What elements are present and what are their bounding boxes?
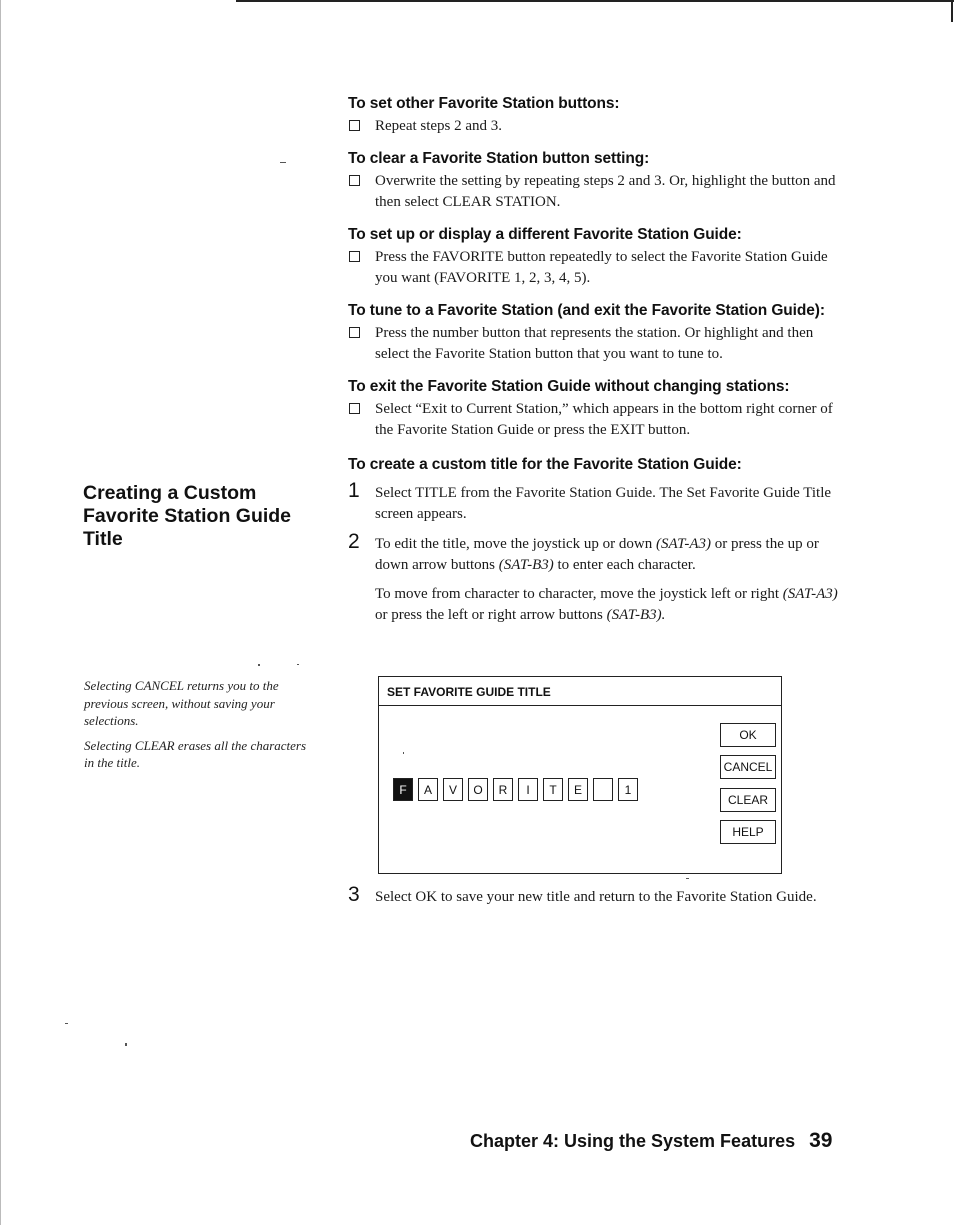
ok-button[interactable]: OK xyxy=(720,723,776,747)
dialog-title: SET FAVORITE GUIDE TITLE xyxy=(379,677,781,706)
side-heading: Creating a Custom Favorite Station Guide Title xyxy=(83,482,292,550)
step-number: 2 xyxy=(348,530,360,553)
section-heading: To create a custom title for the Favorite Station Guide: xyxy=(348,456,742,473)
step-text-part: To edit the title, move the joystick up or down xyxy=(375,536,656,552)
checkbox-bullet-icon xyxy=(349,175,360,186)
bullet-text: Overwrite the setting by repeating steps 2 and 3. Or, highlight the button and then select CLEAR STATION. xyxy=(375,173,836,210)
page-edge xyxy=(0,0,1,1225)
note-cancel: Selecting CANCEL returns you to the previous screen, without saving your selections. xyxy=(84,678,279,728)
scan-speck xyxy=(280,162,286,163)
page-number: 39 xyxy=(809,1129,833,1152)
step-3-container xyxy=(348,883,838,908)
step-number: 3 xyxy=(348,883,360,906)
char-cell[interactable]: V xyxy=(443,778,463,801)
bullet-text: Select “Exit to Current Station,” which appears in the bottom right corner of the Favorite Station Guide or press the EXIT button. xyxy=(375,401,833,438)
char-cell[interactable]: A xyxy=(418,778,438,801)
checkbox-bullet-icon xyxy=(349,120,360,131)
step-reference: (SAT-A3) xyxy=(656,536,711,552)
set-title-dialog xyxy=(378,676,782,874)
help-button[interactable]: HELP xyxy=(720,820,776,844)
scan-speck xyxy=(297,664,299,665)
char-cell[interactable]: R xyxy=(493,778,513,801)
step-text-part: to enter each character. xyxy=(553,557,696,573)
bullet-item xyxy=(348,171,838,213)
bullet-text: Press the FAVORITE button repeatedly to select the Favorite Station Guide you want (FAVORITE 1, 2, 3, 4, 5). xyxy=(375,249,828,286)
step-1 xyxy=(348,479,838,525)
section-tune-station xyxy=(348,301,838,365)
step-text: Select TITLE from the Favorite Station Guide. The Set Favorite Guide Title screen appears. xyxy=(375,485,832,522)
section-heading: To set up or display a different Favorite Station Guide: xyxy=(348,226,742,243)
step-text-part: or press the up or down arrow buttons xyxy=(375,536,819,573)
char-cell[interactable]: I xyxy=(518,778,538,801)
bullet-text: Press the number button that represents the station. Or highlight and then select the Favorite Station button that you want to tune to. xyxy=(375,325,814,362)
section-heading: To tune to a Favorite Station (and exit the Favorite Station Guide): xyxy=(348,302,825,319)
para-text-part: To move from character to character, move the joystick left or right xyxy=(375,586,783,602)
step-2-paragraph xyxy=(348,584,838,626)
section-exit-guide xyxy=(348,377,838,441)
scan-speck xyxy=(258,664,260,666)
scan-speck xyxy=(125,1043,127,1046)
page-footer xyxy=(470,1129,842,1153)
char-cell[interactable] xyxy=(593,778,613,801)
checkbox-bullet-icon xyxy=(349,327,360,338)
checkbox-bullet-icon xyxy=(349,403,360,414)
bullet-text: Repeat steps 2 and 3. xyxy=(375,118,503,134)
cancel-button[interactable]: CANCEL xyxy=(720,755,776,779)
bullet-item xyxy=(348,323,838,365)
title-character-row xyxy=(393,778,643,801)
step-reference: (SAT-B3) xyxy=(498,557,554,573)
chapter-title: Chapter 4: Using the System Features xyxy=(470,1131,796,1151)
char-cell[interactable]: E xyxy=(568,778,588,801)
char-cell[interactable]: O xyxy=(468,778,488,801)
bullet-item xyxy=(348,116,838,137)
section-heading: To exit the Favorite Station Guide without changing stations: xyxy=(348,378,790,395)
para-reference: (SAT-A3) xyxy=(782,586,838,602)
checkbox-bullet-icon xyxy=(349,251,360,262)
section-clear-setting xyxy=(348,149,838,213)
bullet-item xyxy=(348,247,838,289)
clear-button[interactable]: CLEAR xyxy=(720,788,776,812)
para-text-part: or press the left or right arrow buttons xyxy=(375,607,607,623)
step-number: 1 xyxy=(348,479,360,502)
scan-speck xyxy=(686,878,689,879)
main-column xyxy=(348,94,838,626)
step-text xyxy=(375,536,819,573)
step-3 xyxy=(348,883,838,908)
section-custom-title xyxy=(348,455,838,626)
para-reference: (SAT-B3). xyxy=(606,607,666,623)
margin-notes xyxy=(84,677,314,779)
top-rule xyxy=(236,0,954,2)
section-set-other xyxy=(348,94,838,137)
scan-speck xyxy=(65,1023,68,1024)
section-heading: To set other Favorite Station buttons: xyxy=(348,95,620,112)
scan-speck xyxy=(403,752,404,754)
corner-mark xyxy=(951,0,953,22)
note-clear: Selecting CLEAR erases all the characters in the title. xyxy=(84,737,307,770)
step-2 xyxy=(348,530,838,576)
char-cell[interactable]: T xyxy=(543,778,563,801)
bullet-item xyxy=(348,399,838,441)
char-cell[interactable]: F xyxy=(393,778,413,801)
step-text: Select OK to save your new title and return to the Favorite Station Guide. xyxy=(375,889,817,905)
char-cell[interactable]: 1 xyxy=(618,778,638,801)
section-display-guide xyxy=(348,225,838,289)
section-heading: To clear a Favorite Station button setting: xyxy=(348,150,650,167)
